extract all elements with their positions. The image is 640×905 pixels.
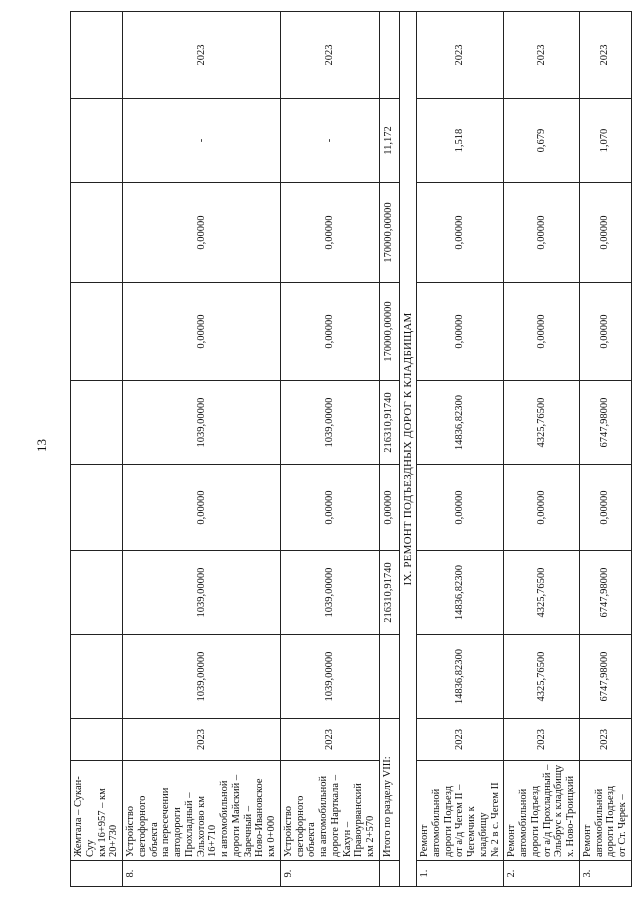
item-name-line: светофорного объекта — [294, 795, 318, 857]
end-year: 2023 — [280, 12, 379, 99]
rotated-table — [70, 12, 629, 887]
start-year: 2023 — [123, 719, 281, 761]
total-c5: 170000,00000 — [379, 283, 399, 381]
value-c2 — [71, 551, 123, 635]
page-number: 13 — [34, 439, 49, 452]
value-c4: 6747,98000 — [579, 381, 631, 465]
total-row — [379, 12, 399, 887]
value-c4: 1039,00000 — [123, 381, 281, 465]
item-name — [417, 761, 504, 861]
item-name-line: на пересечении — [160, 787, 172, 857]
budget-table — [70, 11, 632, 887]
total-c1 — [379, 635, 399, 719]
item-name-line: дороги Майский – — [230, 774, 242, 857]
table-row — [123, 12, 281, 887]
value-c1 — [71, 635, 123, 719]
value-c3: 0,00000 — [417, 465, 504, 551]
value-c3 — [71, 465, 123, 551]
item-name-line: Жемтала – Сукан-Суу — [73, 776, 96, 857]
value-c6: 0,00000 — [504, 183, 580, 283]
table-row — [417, 12, 504, 887]
item-name-line: от а/д Чегем II – — [454, 784, 466, 857]
item-name-line: Ремонт автомобильной — [419, 788, 442, 857]
item-name — [123, 761, 281, 861]
item-name-line: дороге Нарткала – — [329, 775, 341, 857]
total-c4: 216310,91740 — [379, 381, 399, 465]
item-name — [71, 761, 123, 861]
item-name-line: № 2 в с. Чегем II — [489, 782, 501, 857]
item-name-line: на автомобильной — [318, 775, 329, 857]
section-heading: IX. РЕМОНТ ПОДЪЕЗДНЫХ ДОРОГ К КЛАДБИЩАМ — [399, 12, 416, 887]
row-number: 9. — [280, 861, 379, 887]
rotated-table-area — [70, 12, 629, 887]
value-c1: 1039,00000 — [123, 635, 281, 719]
value-c6: 0,00000 — [280, 183, 379, 283]
value-c4: 1039,00000 — [280, 381, 379, 465]
value-c1: 14836,82300 — [417, 635, 504, 719]
item-name-line: автодороги — [172, 807, 183, 857]
total-c6: 170000,00000 — [379, 183, 399, 283]
table-body — [71, 12, 632, 887]
total-c2: 216310,91740 — [379, 551, 399, 635]
item-name-line: Правоурванский — [353, 783, 365, 857]
value-c6 — [71, 183, 123, 283]
item-name-line: Кахун – — [341, 821, 353, 857]
row-number: 3. — [579, 861, 631, 887]
table-row — [504, 12, 580, 887]
item-name-line: Заречный – — [242, 805, 254, 857]
value-c3: 0,00000 — [123, 465, 281, 551]
value-c7 — [71, 99, 123, 183]
item-name-line: светофорного объекта — [136, 795, 160, 857]
item-name-line: Устройство — [282, 805, 294, 857]
value-c4: 14836,82300 — [417, 381, 504, 465]
start-year — [71, 719, 123, 761]
value-c7: - — [280, 99, 379, 183]
value-c5: 0,00000 — [280, 283, 379, 381]
item-name-line: Прохладный – — [183, 792, 195, 857]
value-c4 — [71, 381, 123, 465]
row-number: 1. — [417, 861, 504, 887]
item-name-line: х. Ново-Троицкий — [565, 775, 577, 857]
row-number — [71, 861, 123, 887]
end-year: 2023 — [504, 12, 580, 99]
item-name-line: км 0+000 — [266, 815, 277, 857]
item-name-line: от а/д Прохладный – — [541, 764, 553, 857]
item-name — [504, 761, 580, 861]
item-name-line: от Ст. Черек – — [617, 794, 629, 857]
item-name-line: Устройство — [125, 805, 136, 857]
item-name-line: дороги Подъезд — [442, 785, 454, 857]
value-c2: 4325,76500 — [504, 551, 580, 635]
value-c7: - — [123, 99, 281, 183]
item-name-line: и автомобильной — [219, 780, 230, 857]
item-name-line: Эльхотово км 16+710 — [195, 796, 219, 857]
value-c2: 6747,98000 — [579, 551, 631, 635]
value-c3: 0,00000 — [280, 465, 379, 551]
total-label: Итого по разделу VIII: — [379, 719, 399, 861]
value-c5: 0,00000 — [417, 283, 504, 381]
table-row — [280, 12, 379, 887]
item-name — [579, 761, 631, 861]
total-num — [379, 861, 399, 887]
item-name-line: дороги Подъезд — [605, 785, 617, 857]
start-year: 2023 — [280, 719, 379, 761]
value-c6: 0,00000 — [417, 183, 504, 283]
value-c6: 0,00000 — [123, 183, 281, 283]
value-c7: 1,518 — [417, 99, 504, 183]
item-name-line: дороги Подъезд — [529, 785, 541, 857]
section-heading-row — [399, 12, 416, 887]
value-c7: 1,070 — [579, 99, 631, 183]
total-c7: 11,172 — [379, 99, 399, 183]
value-c4: 4325,76500 — [504, 381, 580, 465]
start-year: 2023 — [504, 719, 580, 761]
value-c2: 1039,00000 — [123, 551, 281, 635]
value-c1: 6747,98000 — [579, 635, 631, 719]
item-name-line: Чегемчик к кладбищу — [466, 806, 489, 857]
item-name-line: Ремонт автомобильной — [581, 788, 605, 857]
table-row — [579, 12, 631, 887]
item-name-line: Ремонт автомобильной — [506, 788, 530, 857]
end-year: 2023 — [579, 12, 631, 99]
item-name-line: Ново-Ивановское — [254, 778, 266, 857]
value-c3: 0,00000 — [579, 465, 631, 551]
total-c3: 0,00000 — [379, 465, 399, 551]
item-name-line: км 16+957 – км 20+730 — [96, 788, 120, 857]
item-name-line: км 2+570 — [365, 815, 376, 857]
value-c7: 0,679 — [504, 99, 580, 183]
end-year — [71, 12, 123, 99]
value-c5: 0,00000 — [504, 283, 580, 381]
value-c5: 0,00000 — [123, 283, 281, 381]
row-number: 8. — [123, 861, 281, 887]
start-year: 2023 — [579, 719, 631, 761]
table-row — [71, 12, 123, 887]
start-year: 2023 — [417, 719, 504, 761]
value-c5: 0,00000 — [579, 283, 631, 381]
value-c6: 0,00000 — [579, 183, 631, 283]
value-c1: 1039,00000 — [280, 635, 379, 719]
item-name — [280, 761, 379, 861]
row-number: 2. — [504, 861, 580, 887]
value-c5 — [71, 283, 123, 381]
value-c2: 14836,82300 — [417, 551, 504, 635]
value-c3: 0,00000 — [504, 465, 580, 551]
end-year: 2023 — [123, 12, 281, 99]
end-year: 2023 — [417, 12, 504, 99]
total-end — [379, 12, 399, 99]
value-c2: 1039,00000 — [280, 551, 379, 635]
item-name-line: Эльбрус к кладбищу — [553, 764, 565, 857]
value-c1: 4325,76500 — [504, 635, 580, 719]
